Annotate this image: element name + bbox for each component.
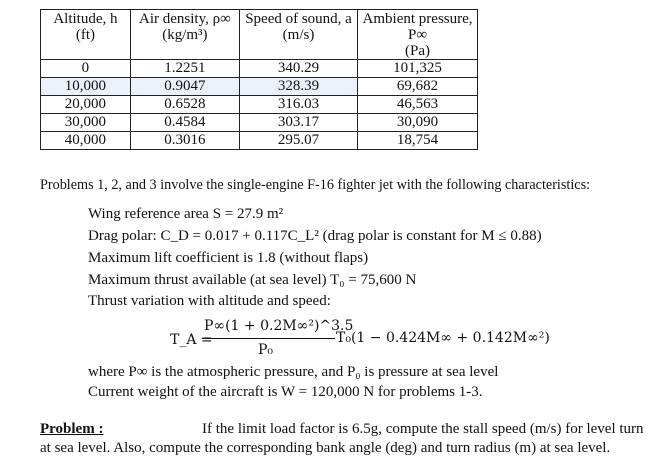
header-pressure-label: Ambient pressure, P∞ (362, 11, 473, 43)
thrust-equation (170, 318, 550, 366)
table-cell: 0 (41, 60, 131, 78)
table-cell: 340.29 (239, 60, 357, 78)
drag-polar-line: Drag polar: C_D = 0.017 + 0.117C_L² (drag polar is constant for M ≤ 0.88) (88, 228, 542, 244)
problem-text-line1: If the limit load factor is 6.5g, compute the stall speed (m/s) for level turn (202, 421, 644, 437)
equation-rhs: T₀(1 − 0.424M∞ + 0.142M∞²) (336, 330, 550, 346)
equation-numerator: P∞(1 + 0.2M∞²)^3.5 (204, 318, 354, 334)
weight-line: Current weight of the aircraft is W = 120,000 N for problems 1-3. (88, 384, 483, 400)
equation-lhs: T_A = (170, 332, 213, 348)
header-density-unit: (kg/m³) (162, 27, 208, 43)
header-pressure-unit: (Pa) (405, 43, 431, 59)
header-pressure (358, 10, 478, 60)
table-cell: 40,000 (41, 132, 131, 150)
table-cell: 69,682 (358, 78, 478, 96)
where-line: where P∞ is the atmospheric pressure, and P₀ is pressure at sea level (88, 364, 499, 380)
table-cell: 1.2251 (130, 60, 239, 78)
table-row (41, 78, 478, 96)
intro-text: Problems 1, 2, and 3 involve the single-engine F-16 fighter jet with the following characteristics: (40, 177, 591, 193)
header-sound-label: Speed of sound, a (245, 11, 352, 27)
table-row (41, 114, 478, 132)
table-header-row (41, 10, 478, 60)
table-cell: 10,000 (41, 78, 131, 96)
table-row (41, 60, 478, 78)
table-cell: 101,325 (358, 60, 478, 78)
wing-area-line: Wing reference area S = 27.9 m² (88, 206, 284, 222)
problem-text-line2: at sea level. Also, compute the corresponding bank angle (deg) and turn radius (m) at sea level. (40, 440, 611, 456)
table-cell: 295.07 (239, 132, 357, 150)
max-lift-line: Maximum lift coefficient is 1.8 (without flaps) (88, 250, 369, 266)
problem-title: Problem : (40, 421, 104, 437)
table-cell: 46,563 (358, 96, 478, 114)
header-density (130, 10, 239, 60)
table-cell: 30,090 (358, 114, 478, 132)
table-cell: 18,754 (358, 132, 478, 150)
table-cell: 30,000 (41, 114, 131, 132)
header-sound (239, 10, 357, 60)
max-thrust-line: Maximum thrust available (at sea level) T₀ = 75,600 N (88, 272, 417, 288)
header-altitude-unit: (ft) (75, 27, 95, 43)
atmosphere-table (40, 9, 478, 150)
table-cell: 0.3016 (130, 132, 239, 150)
header-altitude-label: Altitude, h (53, 11, 118, 27)
table-row (41, 96, 478, 114)
table-cell: 0.9047 (130, 78, 239, 96)
fraction-bar (202, 338, 335, 339)
table-cell: 316.03 (239, 96, 357, 114)
header-density-label: Air density, ρ∞ (139, 11, 231, 27)
equation-denominator: P₀ (258, 342, 274, 358)
table-row (41, 132, 478, 150)
thrust-variation-line: Thrust variation with altitude and speed: (88, 293, 331, 309)
table-cell: 20,000 (41, 96, 131, 114)
table-cell: 328.39 (239, 78, 357, 96)
header-sound-unit: (m/s) (282, 27, 315, 43)
header-altitude (41, 10, 131, 60)
table-cell: 0.6528 (130, 96, 239, 114)
table-cell: 0.4584 (130, 114, 239, 132)
table-cell: 303.17 (239, 114, 357, 132)
